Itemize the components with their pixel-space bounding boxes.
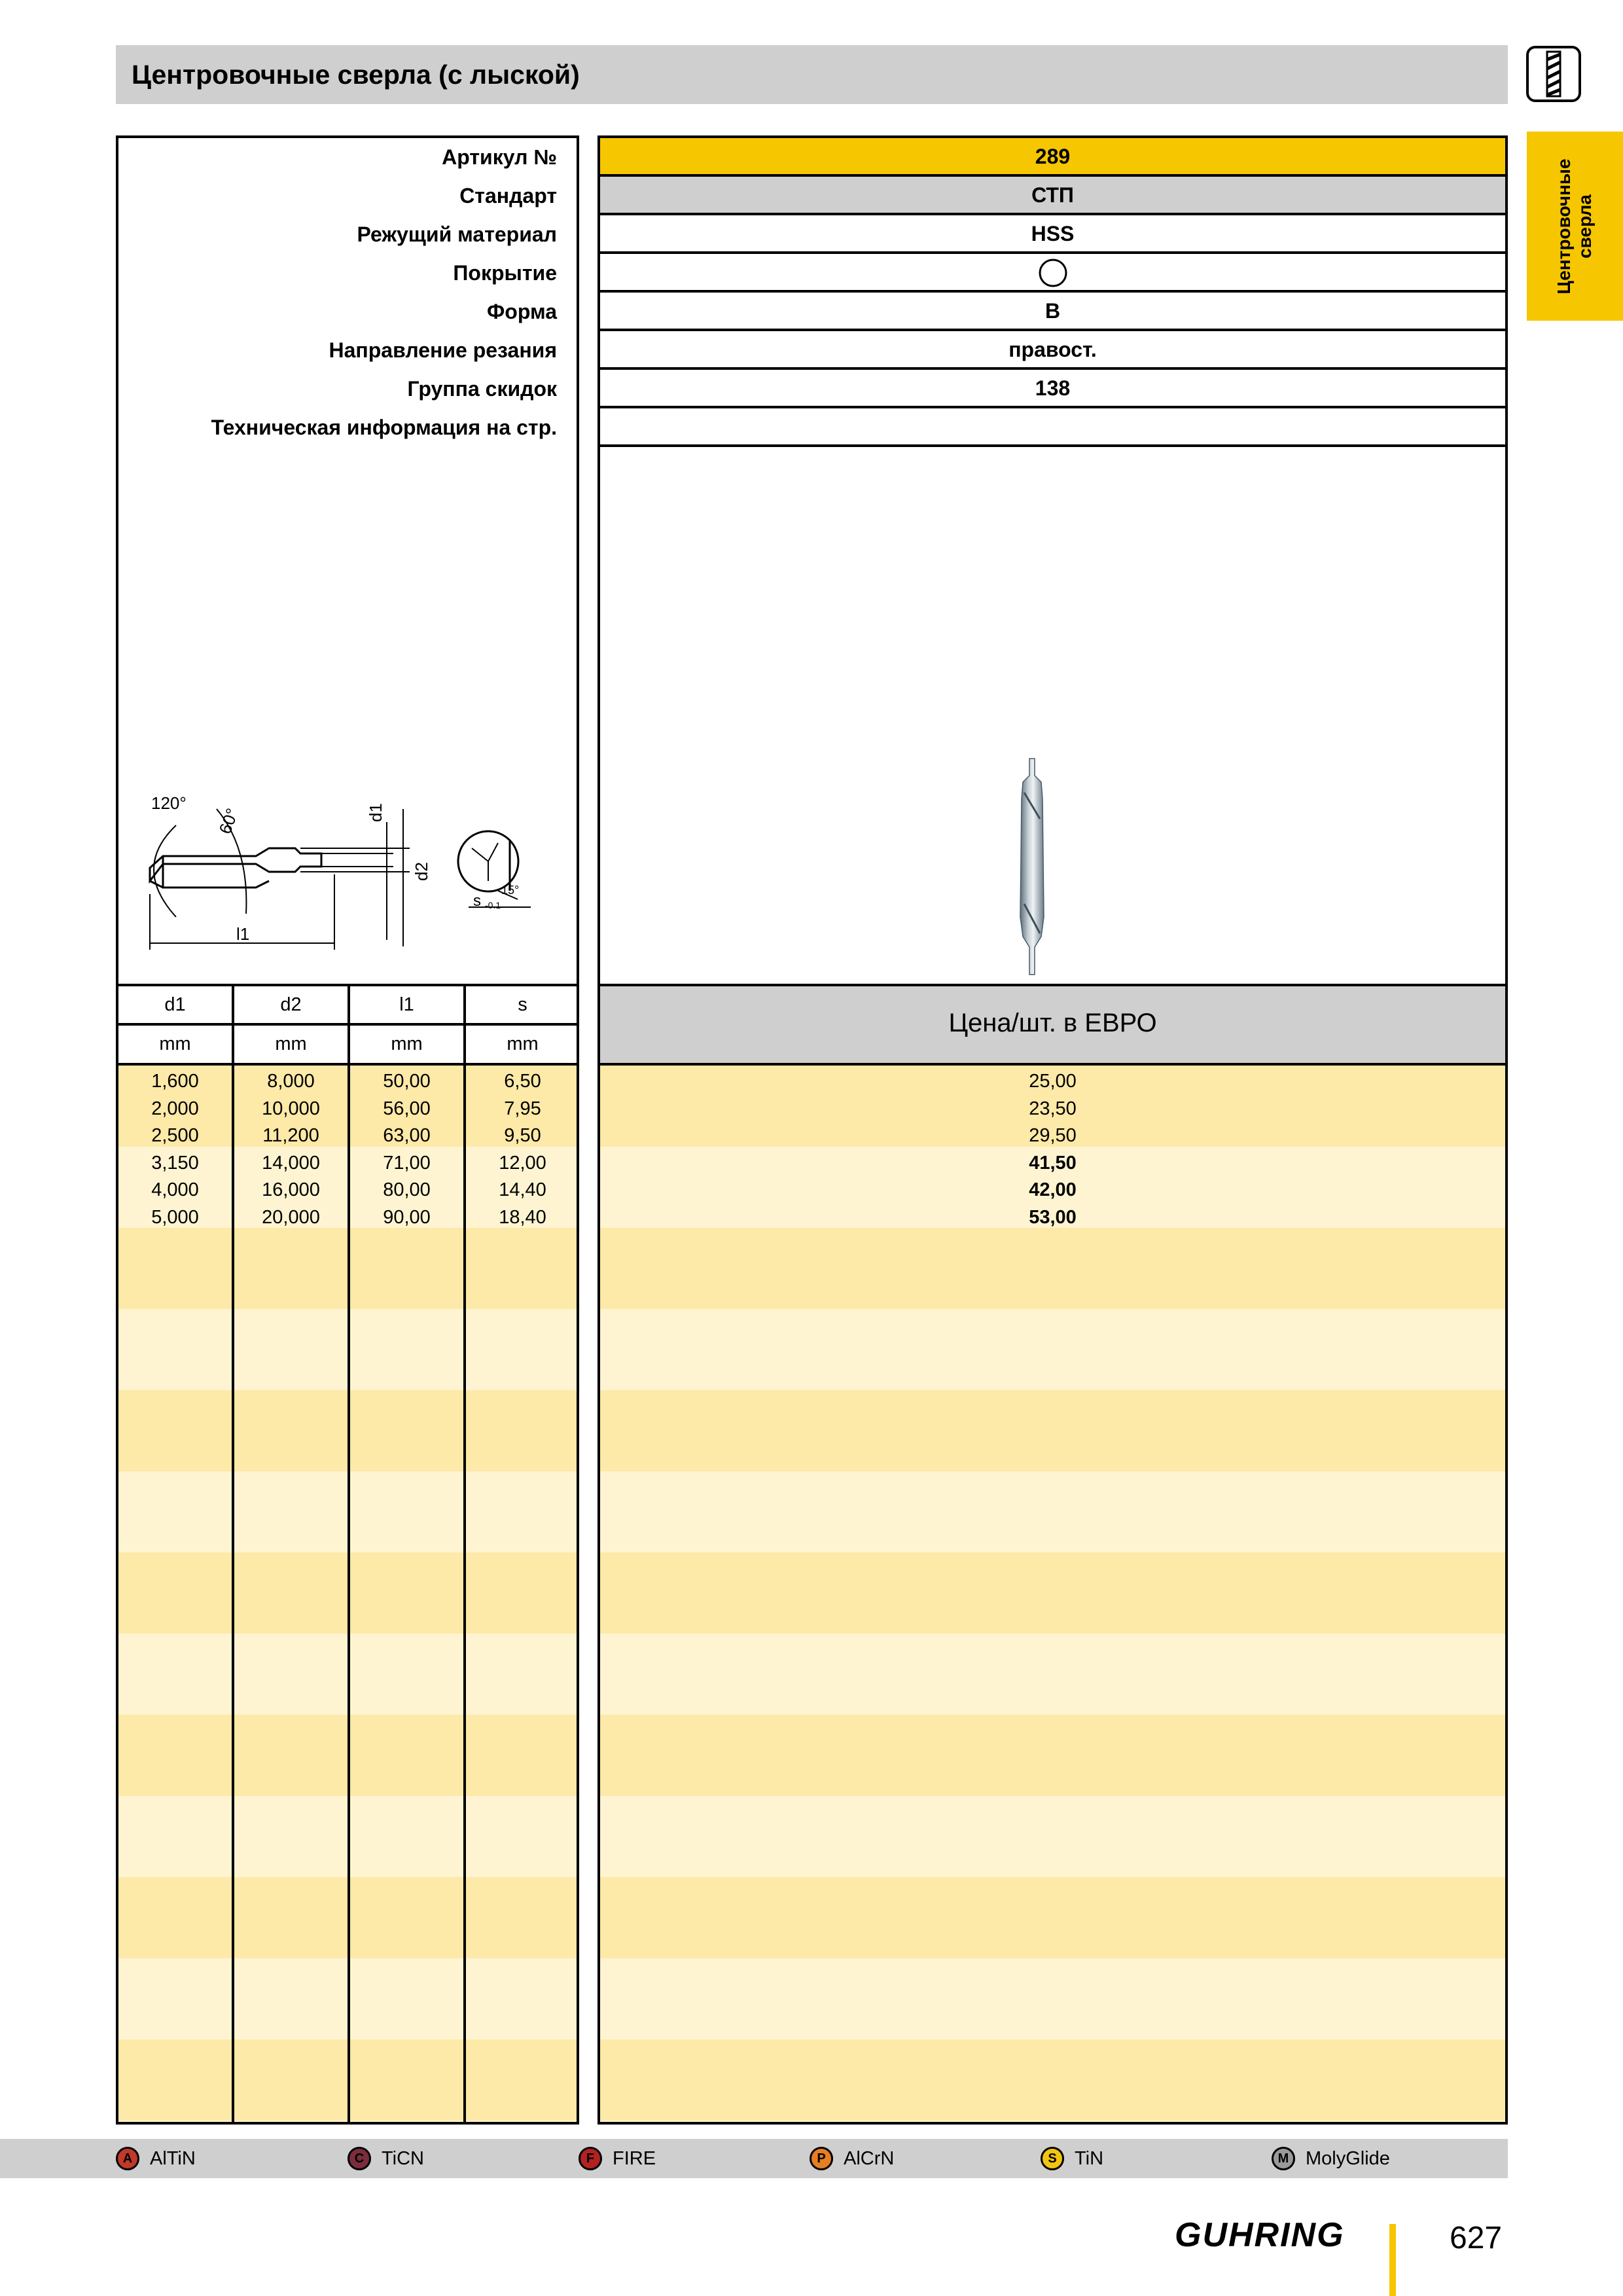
col-unit-l1: mm xyxy=(391,1033,423,1054)
coating-icon-letter: S xyxy=(1048,2151,1057,2166)
spec-label-coating: Покрытие xyxy=(453,261,557,285)
col-header-d2: d2 xyxy=(280,994,302,1015)
coating-fire-icon xyxy=(579,2147,602,2170)
table-cell-d1: 4,000 xyxy=(151,1179,199,1200)
legend-label: FIRE xyxy=(613,2148,656,2169)
table-cell-price: 25,00 xyxy=(1029,1071,1077,1092)
spec-label-tech-info: Техническая информация на стр. xyxy=(211,416,557,439)
table-band xyxy=(600,1390,1505,1471)
table-band xyxy=(600,1552,1505,1634)
spec-label-direction: Направление резания xyxy=(329,338,557,362)
legend-label: MolyGlide xyxy=(1306,2148,1390,2169)
table-band xyxy=(600,1309,1505,1390)
legend-label: AlCrN xyxy=(844,2148,895,2169)
technical-drawing xyxy=(132,783,570,979)
spec-value-material: HSS xyxy=(600,215,1505,254)
brand-logo: GUHRING xyxy=(1175,2216,1345,2254)
coating-icon-letter: A xyxy=(122,2151,133,2166)
spec-value-direction: правост. xyxy=(600,331,1505,370)
legend-item xyxy=(1272,2139,1488,2178)
legend-label: TiCN xyxy=(382,2148,424,2169)
col-unit-d2: mm xyxy=(275,1033,307,1054)
spec-value-coating xyxy=(600,254,1505,293)
price-table-body xyxy=(597,1066,1508,2125)
legend-label: AlTiN xyxy=(150,2148,196,2169)
coating-icon-letter: C xyxy=(354,2151,365,2166)
table-cell-d2: 16,000 xyxy=(262,1179,320,1200)
table-cell-d2: 11,200 xyxy=(262,1125,319,1146)
table-cell-d2: 10,000 xyxy=(262,1098,320,1119)
coating-molyglide-icon xyxy=(1272,2147,1295,2170)
angle-15-label: 15° xyxy=(501,884,520,897)
table-cell-s: 14,40 xyxy=(499,1179,546,1200)
table-cell-d2: 14,000 xyxy=(262,1152,320,1174)
s-tolerance-label: -0.1 xyxy=(485,900,501,910)
table-band xyxy=(600,1877,1505,1958)
table-cell-l1: 50,00 xyxy=(383,1071,431,1092)
page-number: 627 xyxy=(1450,2221,1503,2255)
coating-legend xyxy=(0,2139,1508,2178)
col-unit-s: mm xyxy=(507,1033,539,1054)
table-cell-d2: 20,000 xyxy=(262,1206,320,1228)
d1-label: d1 xyxy=(366,803,385,822)
table-cell-s: 9,50 xyxy=(504,1125,541,1146)
spec-label-standard: Стандарт xyxy=(459,184,557,207)
angle-120-label: 120° xyxy=(151,793,187,813)
col-header-l1: l1 xyxy=(399,994,414,1015)
col-unit-d1: mm xyxy=(159,1033,191,1054)
spec-label-material: Режущий материал xyxy=(357,223,557,246)
coating-tin-icon xyxy=(1041,2147,1064,2170)
table-cell-l1: 90,00 xyxy=(383,1206,431,1228)
table-cell-l1: 63,00 xyxy=(383,1125,431,1146)
price-header: Цена/шт. в ЕВРО xyxy=(948,1009,1157,1037)
table-cell-s: 6,50 xyxy=(504,1071,541,1092)
table-band xyxy=(600,1958,1505,2039)
spec-value-discount-group: 138 xyxy=(600,370,1505,408)
table-band xyxy=(600,1715,1505,1796)
legend-label: TiN xyxy=(1075,2148,1104,2169)
spec-values-panel xyxy=(597,135,1508,986)
legend-item xyxy=(348,2139,563,2178)
col-header-d1: d1 xyxy=(164,994,186,1015)
spec-value-form: B xyxy=(600,293,1505,331)
col-header-s: s xyxy=(518,994,527,1015)
center-drill-image xyxy=(1012,753,1052,979)
uncoated-circle-icon xyxy=(1037,257,1069,289)
table-cell-l1: 80,00 xyxy=(383,1179,431,1200)
table-cell-price: 42,00 xyxy=(1029,1179,1077,1200)
s-label: s xyxy=(473,892,481,910)
spec-value-article: 289 xyxy=(600,138,1505,177)
header-bar xyxy=(116,45,1508,104)
table-cell-s: 7,95 xyxy=(504,1098,541,1119)
spec-value-tech-info xyxy=(600,408,1505,447)
table-cell-d1: 2,500 xyxy=(151,1125,199,1146)
l1-label: l1 xyxy=(236,924,250,944)
table-band xyxy=(600,2121,1505,2125)
table-cell-d1: 1,600 xyxy=(151,1071,199,1092)
table-cell-l1: 71,00 xyxy=(383,1152,431,1174)
footer-divider xyxy=(1389,2224,1396,2296)
angle-60-label: 60° xyxy=(215,805,243,837)
coating-icon-letter: M xyxy=(1277,2151,1289,2166)
d2-label: d2 xyxy=(412,862,431,881)
table-cell-price: 53,00 xyxy=(1029,1206,1077,1228)
coating-icon-letter: F xyxy=(586,2151,595,2166)
spec-label-article: Артикул № xyxy=(442,145,557,169)
table-cell-d2: 8,000 xyxy=(267,1071,315,1092)
spec-label-form: Форма xyxy=(486,300,557,323)
side-tab xyxy=(1527,132,1623,321)
page-title: Центровочные сверла (с лыской) xyxy=(132,60,580,90)
table-cell-d1: 2,000 xyxy=(151,1098,199,1119)
table-band xyxy=(600,2039,1505,2121)
legend-item xyxy=(810,2139,1026,2178)
table-cell-d1: 5,000 xyxy=(151,1206,199,1228)
side-tab-label: Центровочные сверла xyxy=(1554,158,1595,295)
table-band xyxy=(600,1471,1505,1552)
spec-value-standard: СТП xyxy=(600,177,1505,215)
table-cell-l1: 56,00 xyxy=(383,1098,431,1119)
legend-item xyxy=(579,2139,794,2178)
table-band xyxy=(600,1634,1505,1715)
price-table-header xyxy=(597,986,1508,1066)
table-cell-d1: 3,150 xyxy=(151,1152,199,1174)
dimension-table-body xyxy=(116,1066,579,2125)
coating-altin-icon xyxy=(116,2147,139,2170)
legend-item xyxy=(1041,2139,1257,2178)
table-cell-s: 12,00 xyxy=(499,1152,546,1174)
coating-alcrn-icon xyxy=(810,2147,833,2170)
coating-icon-letter: P xyxy=(817,2151,826,2166)
spec-label-discount-group: Группа скидок xyxy=(407,377,557,401)
coating-ticn-icon xyxy=(348,2147,371,2170)
table-band xyxy=(600,1228,1505,1309)
dimension-table-header xyxy=(116,986,579,1066)
table-cell-s: 18,40 xyxy=(499,1206,546,1228)
table-band xyxy=(600,1796,1505,1877)
table-cell-price: 23,50 xyxy=(1029,1098,1077,1119)
spec-labels-panel xyxy=(116,135,579,986)
drill-icon xyxy=(1525,45,1582,103)
table-cell-price: 41,50 xyxy=(1029,1152,1077,1174)
legend-item xyxy=(116,2139,332,2178)
table-cell-price: 29,50 xyxy=(1029,1125,1077,1146)
